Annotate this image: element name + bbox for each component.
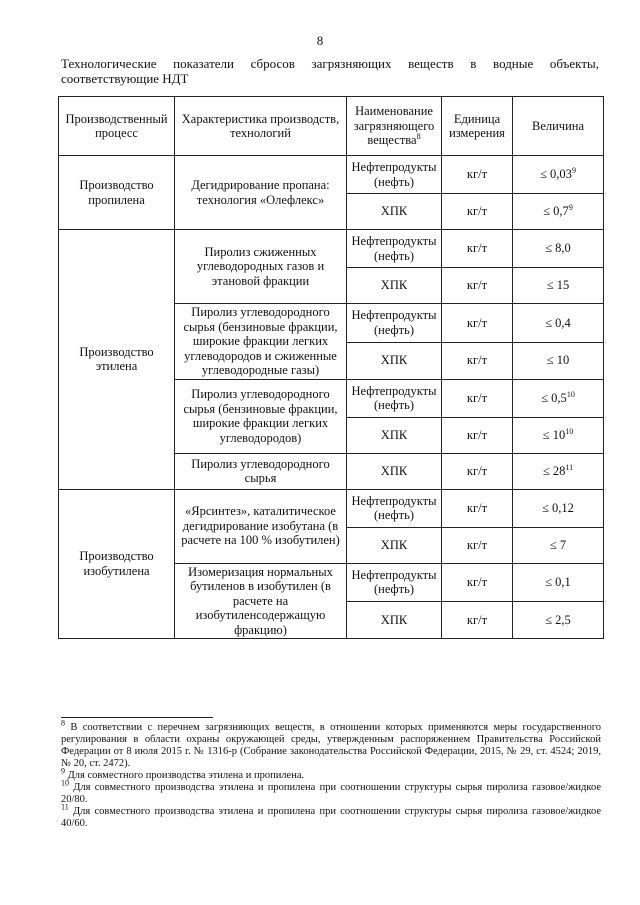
- footnote: [61, 802, 601, 830]
- footnote-text: В соответствии с перечнем загрязняющих веществ, в отношении которых применяются меры государственного регулирования в области охраны окружающей среды, утвержденным распоряжением Правительства Российской Федерации от 8 июля 2015 г. № 1316-р (Собрание законодательства Российской Федерации, 2015, № 29, ст. 4524; 2019, № 20, ст. 2472).: [61, 722, 601, 769]
- cell-value-text: ≤ 7: [549, 537, 567, 552]
- header-substance: [347, 97, 442, 156]
- cell-value-text: ≤ 0,7: [543, 204, 569, 219]
- footnote-text: Для совместного производства этилена и пропилена при соотношении структуры сырья пиролиза газовое/жидкое 20/80.: [61, 782, 601, 805]
- header-process: Производственный процесс: [59, 97, 175, 156]
- cell-characteristic: Пиролиз углеводородного сырья (бензиновые фракции, широкие фракции легких углеводородов): [175, 379, 347, 453]
- footnote: [61, 718, 601, 770]
- table-title-line-1: Технологические показатели сбросов загрязняющих веществ в водные объекты,: [61, 56, 599, 71]
- cell-characteristic: Пиролиз углеводородного сырья: [175, 453, 347, 489]
- footnote-number: 11: [61, 802, 69, 812]
- cell-value: [513, 527, 604, 563]
- cell-value: [513, 453, 604, 489]
- cell-unit: кг/т: [442, 342, 513, 379]
- cell-unit: кг/т: [442, 489, 513, 527]
- cell-value: [513, 417, 604, 453]
- cell-value-footnote-ref: 9: [568, 203, 573, 213]
- cell-value: [513, 489, 604, 527]
- cell-value-text: ≤ 0,4: [545, 315, 571, 330]
- footnotes: [61, 718, 601, 830]
- cell-substance: Нефтепродукты (нефть): [347, 563, 442, 602]
- cell-substance: ХПК: [347, 342, 442, 379]
- cell-value-text: ≤ 2,5: [545, 612, 571, 627]
- cell-substance: ХПК: [347, 268, 442, 304]
- table-row: [59, 230, 604, 268]
- cell-value: [513, 342, 604, 379]
- cell-unit: кг/т: [442, 230, 513, 268]
- cell-characteristic: Пиролиз углеводородного сырья (бензиновые фракции, широкие фракции легких углеводородов и сжиженные углеводородные газы): [175, 304, 347, 380]
- cell-unit: кг/т: [442, 602, 513, 639]
- cell-value: [513, 602, 604, 639]
- cell-unit: кг/т: [442, 304, 513, 343]
- cell-value: [513, 268, 604, 304]
- cell-value: [513, 563, 604, 602]
- cell-value: [513, 194, 604, 230]
- footnote-separator: [61, 717, 213, 718]
- cell-value: [513, 304, 604, 343]
- footnote-number: 8: [61, 718, 65, 728]
- cell-value-text: ≤ 10: [546, 353, 570, 368]
- table-title-line-2: соответствующие НДТ: [61, 71, 189, 86]
- cell-characteristic: Дегидрирование пропана: технология «Олефлекс»: [175, 156, 347, 230]
- cell-value-footnote-ref: 10: [565, 426, 574, 436]
- footnote-text: Для совместного производства этилена и пропилена.: [65, 770, 305, 781]
- cell-substance: ХПК: [347, 417, 442, 453]
- cell-process: Производство этилена: [59, 230, 175, 490]
- header-unit: Единица измерения: [442, 97, 513, 156]
- cell-value-footnote-ref: 10: [566, 389, 575, 399]
- cell-substance: ХПК: [347, 602, 442, 639]
- header-value: Величина: [513, 97, 604, 156]
- footnote-number: 10: [61, 778, 69, 788]
- cell-substance: Нефтепродукты (нефть): [347, 156, 442, 194]
- table-row: [59, 156, 604, 194]
- cell-unit: кг/т: [442, 194, 513, 230]
- cell-substance: Нефтепродукты (нефть): [347, 230, 442, 268]
- table-header-row: [59, 97, 604, 156]
- cell-characteristic: «Ярсинтез», каталитическое дегидрирование изобутана (в расчете на 100 % изобутилен): [175, 489, 347, 563]
- cell-unit: кг/т: [442, 156, 513, 194]
- cell-unit: кг/т: [442, 417, 513, 453]
- cell-unit: кг/т: [442, 379, 513, 417]
- cell-value-text: ≤ 15: [546, 278, 570, 293]
- cell-unit: кг/т: [442, 563, 513, 602]
- page-number: 8: [316, 33, 324, 48]
- cell-substance: ХПК: [347, 194, 442, 230]
- cell-substance: ХПК: [347, 527, 442, 563]
- header-substance-text: Наименование загрязняющего вещества: [353, 104, 435, 148]
- cell-substance: Нефтепродукты (нефть): [347, 489, 442, 527]
- footnote: [61, 778, 601, 806]
- cell-value-text: ≤ 28: [542, 463, 566, 478]
- indicators-table: [58, 96, 604, 639]
- cell-process: Производство изобутилена: [59, 489, 175, 639]
- cell-value: [513, 230, 604, 268]
- cell-value-text: ≤ 0,1: [545, 575, 571, 590]
- cell-characteristic: Пиролиз сжиженных углеводородных газов и этановой фракции: [175, 230, 347, 304]
- cell-substance: Нефтепродукты (нефть): [347, 304, 442, 343]
- footnote-text: Для совместного производства этилена и пропилена при соотношении структуры сырья пиролиза газовое/жидкое 40/60.: [61, 806, 601, 829]
- cell-value-footnote-ref: 11: [565, 462, 574, 472]
- header-substance-footnote-ref: 8: [416, 132, 421, 142]
- table-row: [59, 489, 604, 527]
- cell-unit: кг/т: [442, 527, 513, 563]
- table-title: [61, 56, 599, 86]
- cell-process: Производство пропилена: [59, 156, 175, 230]
- cell-value-text: ≤ 0,12: [542, 500, 574, 515]
- cell-value-text: ≤ 0,5: [541, 390, 567, 405]
- cell-substance: ХПК: [347, 453, 442, 489]
- cell-value: [513, 156, 604, 194]
- cell-value-text: ≤ 0,03: [540, 167, 572, 182]
- cell-value-text: ≤ 8,0: [545, 241, 571, 256]
- cell-value-text: ≤ 10: [542, 427, 566, 442]
- cell-value-footnote-ref: 9: [571, 166, 576, 176]
- cell-substance: Нефтепродукты (нефть): [347, 379, 442, 417]
- footnote: [61, 766, 601, 782]
- cell-value: [513, 379, 604, 417]
- cell-unit: кг/т: [442, 453, 513, 489]
- cell-characteristic: Изомеризация нормальных бутиленов в изобутилен (в расчете на изобутиленсодержащую фракцию): [175, 563, 347, 639]
- header-characteristic: Характеристика производств, технологий: [175, 97, 347, 156]
- footnote-number: 9: [61, 766, 65, 776]
- cell-unit: кг/т: [442, 268, 513, 304]
